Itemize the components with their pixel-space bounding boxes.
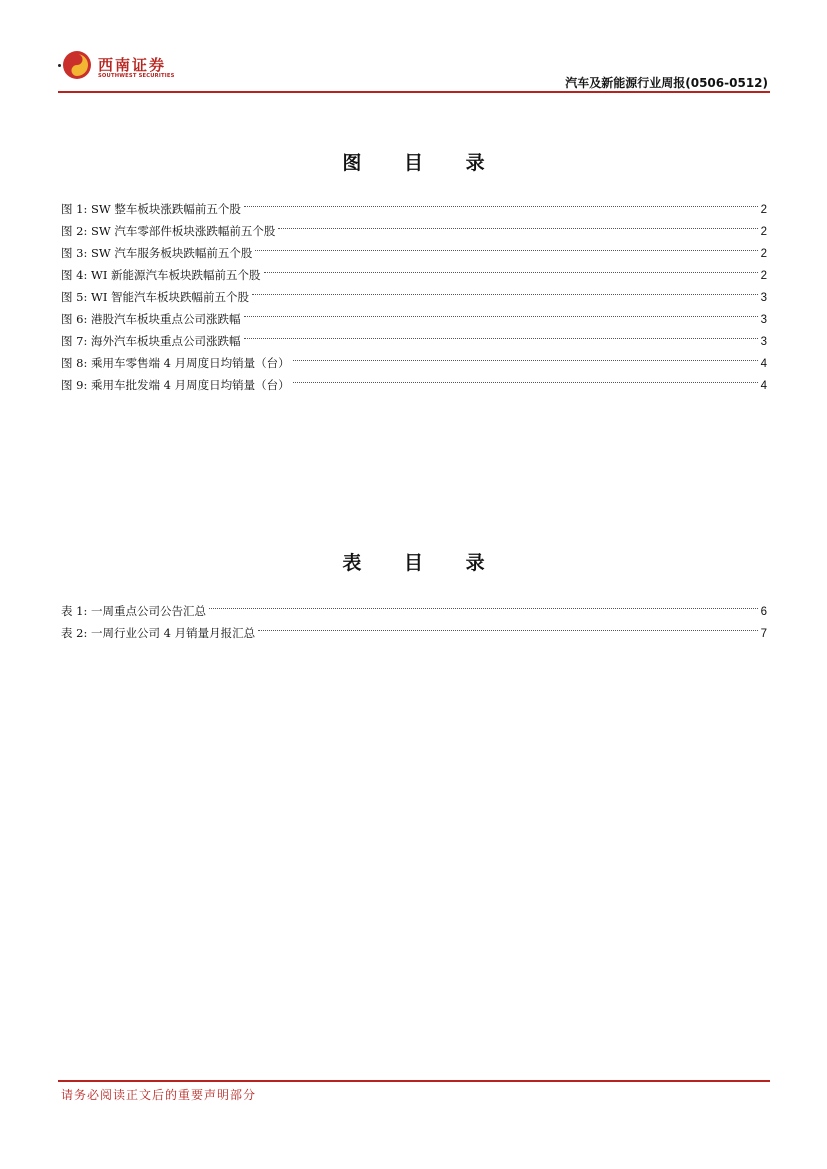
figure-toc-entry-label: 图 3: SW 汽车服务板块跌幅前五个股 xyxy=(61,246,253,260)
dot-leader xyxy=(209,586,758,609)
dot-leader xyxy=(278,206,757,229)
figure-toc-entry-label: 图 4: WI 新能源汽车板块跌幅前五个股 xyxy=(61,268,261,282)
dot-leader xyxy=(244,316,758,339)
figure-toc-entry-label: 图 1: SW 整车板块涨跌幅前五个股 xyxy=(61,202,241,216)
header-divider xyxy=(58,91,770,93)
figure-toc-entry-page: 2 xyxy=(760,204,767,216)
logo-english-name: SOUTHWEST SECURITIES xyxy=(98,73,175,79)
dot-leader xyxy=(264,250,758,273)
company-logo xyxy=(62,50,182,84)
figure-toc-entry-page: 2 xyxy=(760,226,767,238)
tables-toc-list xyxy=(61,592,767,640)
table-toc-entry-label: 表 1: 一周重点公司公告汇总 xyxy=(61,604,207,618)
table-toc-entry-page: 7 xyxy=(760,628,767,640)
figure-toc-entry-label: 图 2: SW 汽车零部件板块涨跌幅前五个股 xyxy=(61,224,276,238)
figure-toc-entry-page: 3 xyxy=(760,314,767,326)
figure-toc-entry-label: 图 9: 乘用车批发端 4 月周度日均销量（台） xyxy=(61,378,290,392)
table-toc-entry-label: 表 2: 一周行业公司 4 月销量月报汇总 xyxy=(61,626,256,640)
figure-toc-entry-page: 2 xyxy=(760,248,767,260)
figures-toc-list xyxy=(61,190,767,392)
dot-leader xyxy=(244,184,758,207)
figure-toc-entry-label: 图 7: 海外汽车板块重点公司涨跌幅 xyxy=(61,334,241,348)
figure-toc-entry-page: 3 xyxy=(760,336,767,348)
bullet-dot xyxy=(58,64,61,67)
figure-toc-entry-page: 4 xyxy=(760,380,767,392)
figure-toc-entry-label: 图 8: 乘用车零售端 4 月周度日均销量（台） xyxy=(61,356,290,370)
dot-leader xyxy=(258,608,757,631)
figure-toc-entry-label: 图 5: WI 智能汽车板块跌幅前五个股 xyxy=(61,290,250,304)
report-title: 汽车及新能源行业周报(0506-0512) xyxy=(565,76,768,90)
dot-leader xyxy=(244,294,758,317)
figure-toc-entry-label: 图 6: 港股汽车板块重点公司涨跌幅 xyxy=(61,312,241,326)
dot-leader xyxy=(293,360,758,383)
dot-leader xyxy=(255,228,757,251)
logo-emblem-icon xyxy=(62,50,92,80)
dot-leader xyxy=(252,272,758,295)
figures-toc-title: 图 目 录 xyxy=(342,152,503,174)
tables-toc-title: 表 目 录 xyxy=(342,552,503,574)
figure-toc-entry-page: 4 xyxy=(760,358,767,370)
dot-leader xyxy=(293,338,758,361)
footer-disclaimer: 请务必阅读正文后的重要声明部分 xyxy=(61,1088,257,1102)
logo-chinese-name: 西南证券 xyxy=(98,56,167,74)
table-toc-entry-page: 6 xyxy=(760,606,767,618)
figure-toc-entry-page: 2 xyxy=(760,270,767,282)
page-header xyxy=(0,0,827,100)
figure-toc-entry-page: 3 xyxy=(760,292,767,304)
footer-divider xyxy=(58,1080,770,1082)
